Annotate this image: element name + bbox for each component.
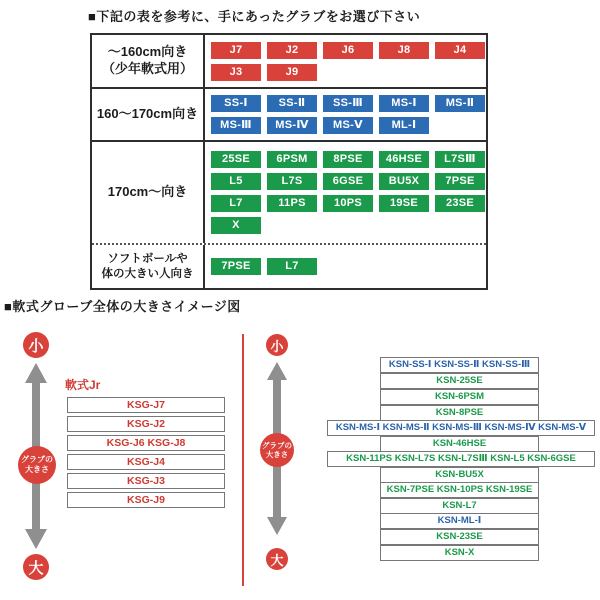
left-large-circle: 大	[23, 554, 49, 580]
model-badge: J3	[211, 64, 261, 81]
model-badge: SS-Ⅰ	[211, 95, 261, 112]
model-box: KSN-6PSM	[380, 389, 539, 405]
table-row-softball-large	[92, 243, 486, 288]
model-box: KSG-J2	[67, 416, 225, 432]
model-box: KSN-L7	[380, 498, 539, 514]
model-badge: 25SE	[211, 151, 261, 168]
row-label-line: 160～170cm向き	[96, 106, 199, 122]
model-badge: MS-Ⅳ	[267, 117, 317, 134]
model-badge: MS-Ⅴ	[323, 117, 373, 134]
section-title-select-guide: ■下記の表を参考に、手にあったグラブをお選び下さい	[88, 9, 421, 24]
table-row-under-160cm	[92, 35, 486, 87]
model-box: KSN-SS-Ⅰ KSN-SS-Ⅱ KSN-SS-Ⅲ	[380, 357, 539, 373]
model-badge: J4	[435, 42, 485, 59]
badge-row	[211, 258, 486, 275]
model-badge: L7S	[267, 173, 317, 190]
model-box: KSN-23SE	[380, 529, 539, 545]
row-badges	[205, 89, 486, 140]
size-table	[90, 33, 488, 290]
model-badge: J7	[211, 42, 261, 59]
model-box: KSN-MS-Ⅰ KSN-MS-Ⅱ KSN-MS-Ⅲ KSN-MS-Ⅳ KSN-MS-Ⅴ	[327, 420, 595, 436]
axis-label-line1: グラブの	[262, 441, 292, 450]
model-badge: X	[211, 217, 261, 234]
badge-row	[211, 117, 486, 134]
model-badge: L5	[211, 173, 261, 190]
left-small-circle: 小	[23, 332, 49, 358]
right-small-circle: 小	[266, 334, 288, 356]
left-axis-label-circle	[18, 446, 56, 484]
model-badge: 7PSE	[435, 173, 485, 190]
row-label-line: ～160cm向き	[107, 44, 188, 60]
model-box: KSG-J9	[67, 492, 225, 508]
model-badge: 23SE	[435, 195, 485, 212]
model-badge: L7SⅢ	[435, 151, 485, 168]
model-box: KSN-46HSE	[380, 436, 539, 452]
model-box: KSN-25SE	[380, 373, 539, 389]
right-large-circle: 大	[266, 548, 288, 570]
model-box: KSN-8PSE	[380, 405, 539, 421]
model-box: KSN-11PS KSN-L7S KSN-L7SⅢ KSN-L5 KSN-6GSE	[327, 451, 595, 467]
model-badge: 19SE	[379, 195, 429, 212]
model-badge: MS-Ⅱ	[435, 95, 485, 112]
model-badge: J6	[323, 42, 373, 59]
row-label-over-170cm	[92, 142, 205, 243]
right-axis-label-circle	[260, 433, 294, 467]
badge-row	[211, 195, 486, 212]
left-arrow-up-icon	[25, 363, 47, 383]
badge-row	[211, 173, 486, 190]
model-badge: 6GSE	[323, 173, 373, 190]
row-badges	[205, 245, 486, 288]
model-badge: BU5X	[379, 173, 429, 190]
row-badges	[205, 142, 486, 243]
row-label-line: 体の大きい人向き	[101, 267, 194, 280]
model-badge: L7	[211, 195, 261, 212]
badge-row	[211, 95, 486, 112]
row-badges	[205, 35, 486, 87]
diagram-divider-line	[242, 334, 244, 586]
junior-series-label: 軟式Jr	[65, 378, 101, 392]
table-row-160-170cm	[92, 87, 486, 140]
model-badge: J2	[267, 42, 317, 59]
row-label-line: 170cm～向き	[107, 184, 188, 200]
model-box: KSN-ML-Ⅰ	[380, 513, 539, 529]
model-badge: ML-Ⅰ	[379, 117, 429, 134]
table-row-over-170cm	[92, 140, 486, 243]
badge-row	[211, 42, 486, 59]
row-label-line: （少年軟式用）	[101, 61, 193, 76]
badge-row	[211, 151, 486, 168]
model-box: KSG-J3	[67, 473, 225, 489]
row-label-line: ソフトボールや	[107, 252, 188, 265]
axis-label-line2: 大きさ	[25, 465, 49, 474]
model-badge: L7	[267, 258, 317, 275]
model-badge: 8PSE	[323, 151, 373, 168]
model-box: KSG-J7	[67, 397, 225, 413]
model-box: KSN-7PSE KSN-10PS KSN-19SE	[380, 482, 539, 498]
model-badge: SS-Ⅲ	[323, 95, 373, 112]
badge-row	[211, 217, 486, 234]
model-badge: SS-Ⅱ	[267, 95, 317, 112]
model-badge: J9	[267, 64, 317, 81]
row-label-softball-large	[92, 245, 205, 288]
model-badge: 10PS	[323, 195, 373, 212]
model-badge: J8	[379, 42, 429, 59]
model-badge: 46HSE	[379, 151, 429, 168]
model-box: KSN-X	[380, 545, 539, 561]
model-badge: 11PS	[267, 195, 317, 212]
right-arrow-down-icon	[267, 517, 287, 535]
model-badge: MS-Ⅲ	[211, 117, 261, 134]
model-box: KSG-J4	[67, 454, 225, 470]
model-badge: MS-Ⅰ	[379, 95, 429, 112]
row-label-under-160cm	[92, 35, 205, 87]
badge-row	[211, 64, 486, 81]
row-label-160-170cm	[92, 89, 205, 140]
model-badge: 6PSM	[267, 151, 317, 168]
section-title-size-image: ■軟式グローブ全体の大きさイメージ図	[4, 299, 241, 314]
axis-label-line2: 大きさ	[265, 450, 289, 459]
axis-label-line1: グラブの	[21, 455, 53, 465]
model-badge: 7PSE	[211, 258, 261, 275]
model-box: KSN-BU5X	[380, 467, 539, 483]
left-arrow-down-icon	[25, 529, 47, 549]
model-box: KSG-J6 KSG-J8	[67, 435, 225, 451]
